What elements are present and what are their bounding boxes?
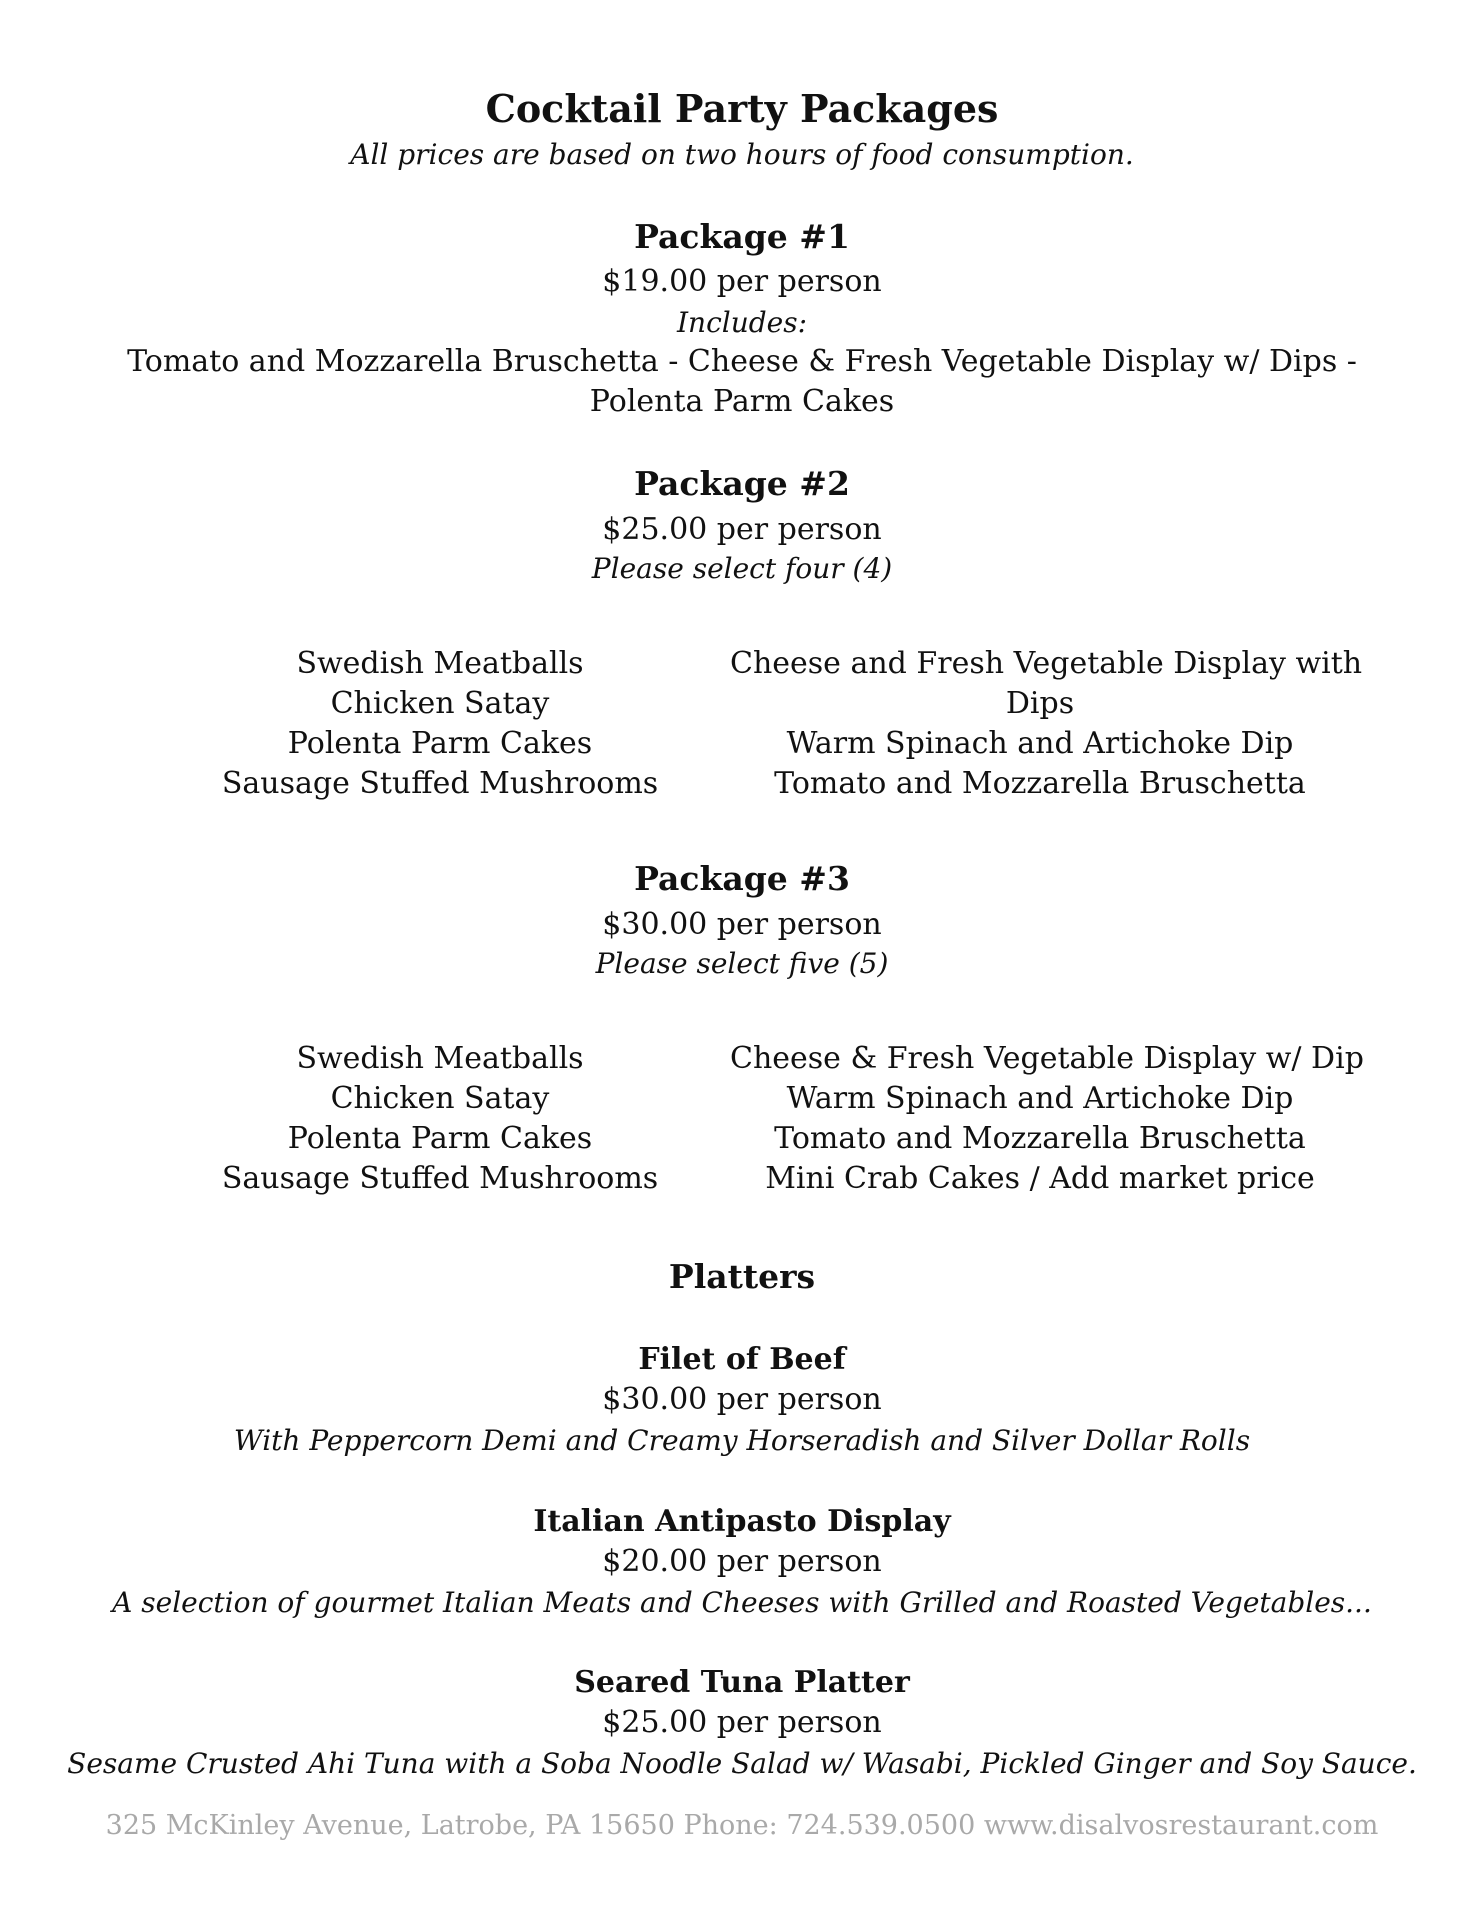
platter-description: Sesame Crusted Ahi Tuna with a Soba Noodle Salad w/ Wasabi, Pickled Ginger and Soy Sauce. bbox=[67, 1747, 1417, 1780]
platter-description: With Peppercorn Demi and Creamy Horseradish and Silver Dollar Rolls bbox=[233, 1424, 1251, 1457]
platter-price: $30.00 per person bbox=[602, 1382, 882, 1417]
package-1-description-line: Tomato and Mozzarella Bruschetta - Cheese & Fresh Vegetable Display w/ Dips - bbox=[127, 344, 1357, 379]
package-3-title: Package #3 bbox=[634, 859, 850, 898]
package-3-price: $30.00 per person bbox=[602, 907, 882, 942]
platter-title: Filet of Beef bbox=[638, 1342, 846, 1377]
package-1-description-line: Polenta Parm Cakes bbox=[589, 384, 895, 419]
list-item: Cheese & Fresh Vegetable Display w/ Dip bbox=[730, 1041, 1364, 1076]
list-item: Swedish Meatballs bbox=[296, 646, 584, 681]
list-item: Sausage Stuffed Mushrooms bbox=[221, 766, 659, 801]
package-3-left-list bbox=[180, 1039, 700, 1199]
page-subtitle: All prices are based on two hours of food consumption. bbox=[350, 138, 1134, 171]
package-1-price: $19.00 per person bbox=[602, 264, 882, 299]
package-2-left-list bbox=[180, 644, 700, 804]
package-2-right-list bbox=[730, 644, 1363, 804]
package-3-right-list bbox=[730, 1039, 1364, 1199]
platter-description: A selection of gourmet Italian Meats and Cheeses with Grilled and Roasted Vegetables... bbox=[112, 1586, 1372, 1619]
package-2-price: $25.00 per person bbox=[602, 512, 882, 547]
package-2-title: Package #2 bbox=[634, 464, 850, 503]
list-item: Polenta Parm Cakes bbox=[287, 726, 593, 761]
package-2-note: Please select four (4) bbox=[591, 552, 893, 585]
list-item: Tomato and Mozzarella Bruschetta bbox=[774, 1121, 1306, 1156]
platters-heading: Platters bbox=[668, 1257, 816, 1296]
list-item: Cheese and Fresh Vegetable Display with bbox=[730, 646, 1363, 681]
list-item: Swedish Meatballs bbox=[296, 1041, 584, 1076]
list-item: Mini Crab Cakes / Add market price bbox=[765, 1161, 1315, 1196]
list-item: Chicken Satay bbox=[330, 686, 550, 721]
page-title: Cocktail Party Packages bbox=[485, 86, 999, 131]
platter-price: $20.00 per person bbox=[602, 1544, 882, 1579]
package-3-note: Please select five (5) bbox=[595, 947, 889, 980]
footer-contact: 325 McKinley Avenue, Latrobe, PA 15650 Phone: 724.539.0500 www.disalvosrestaurant.com bbox=[105, 1810, 1379, 1841]
list-item: Warm Spinach and Artichoke Dip bbox=[786, 726, 1294, 761]
package-1-note: Includes: bbox=[676, 306, 808, 339]
platter-title: Seared Tuna Platter bbox=[574, 1665, 910, 1700]
platter-price: $25.00 per person bbox=[602, 1705, 882, 1740]
list-item: Dips bbox=[1005, 686, 1075, 721]
list-item: Warm Spinach and Artichoke Dip bbox=[786, 1081, 1294, 1116]
list-item: Tomato and Mozzarella Bruschetta bbox=[774, 766, 1306, 801]
list-item: Chicken Satay bbox=[330, 1081, 550, 1116]
package-1-title: Package #1 bbox=[634, 217, 850, 256]
list-item: Polenta Parm Cakes bbox=[287, 1121, 593, 1156]
platter-title: Italian Antipasto Display bbox=[533, 1504, 951, 1539]
list-item: Sausage Stuffed Mushrooms bbox=[221, 1161, 659, 1196]
